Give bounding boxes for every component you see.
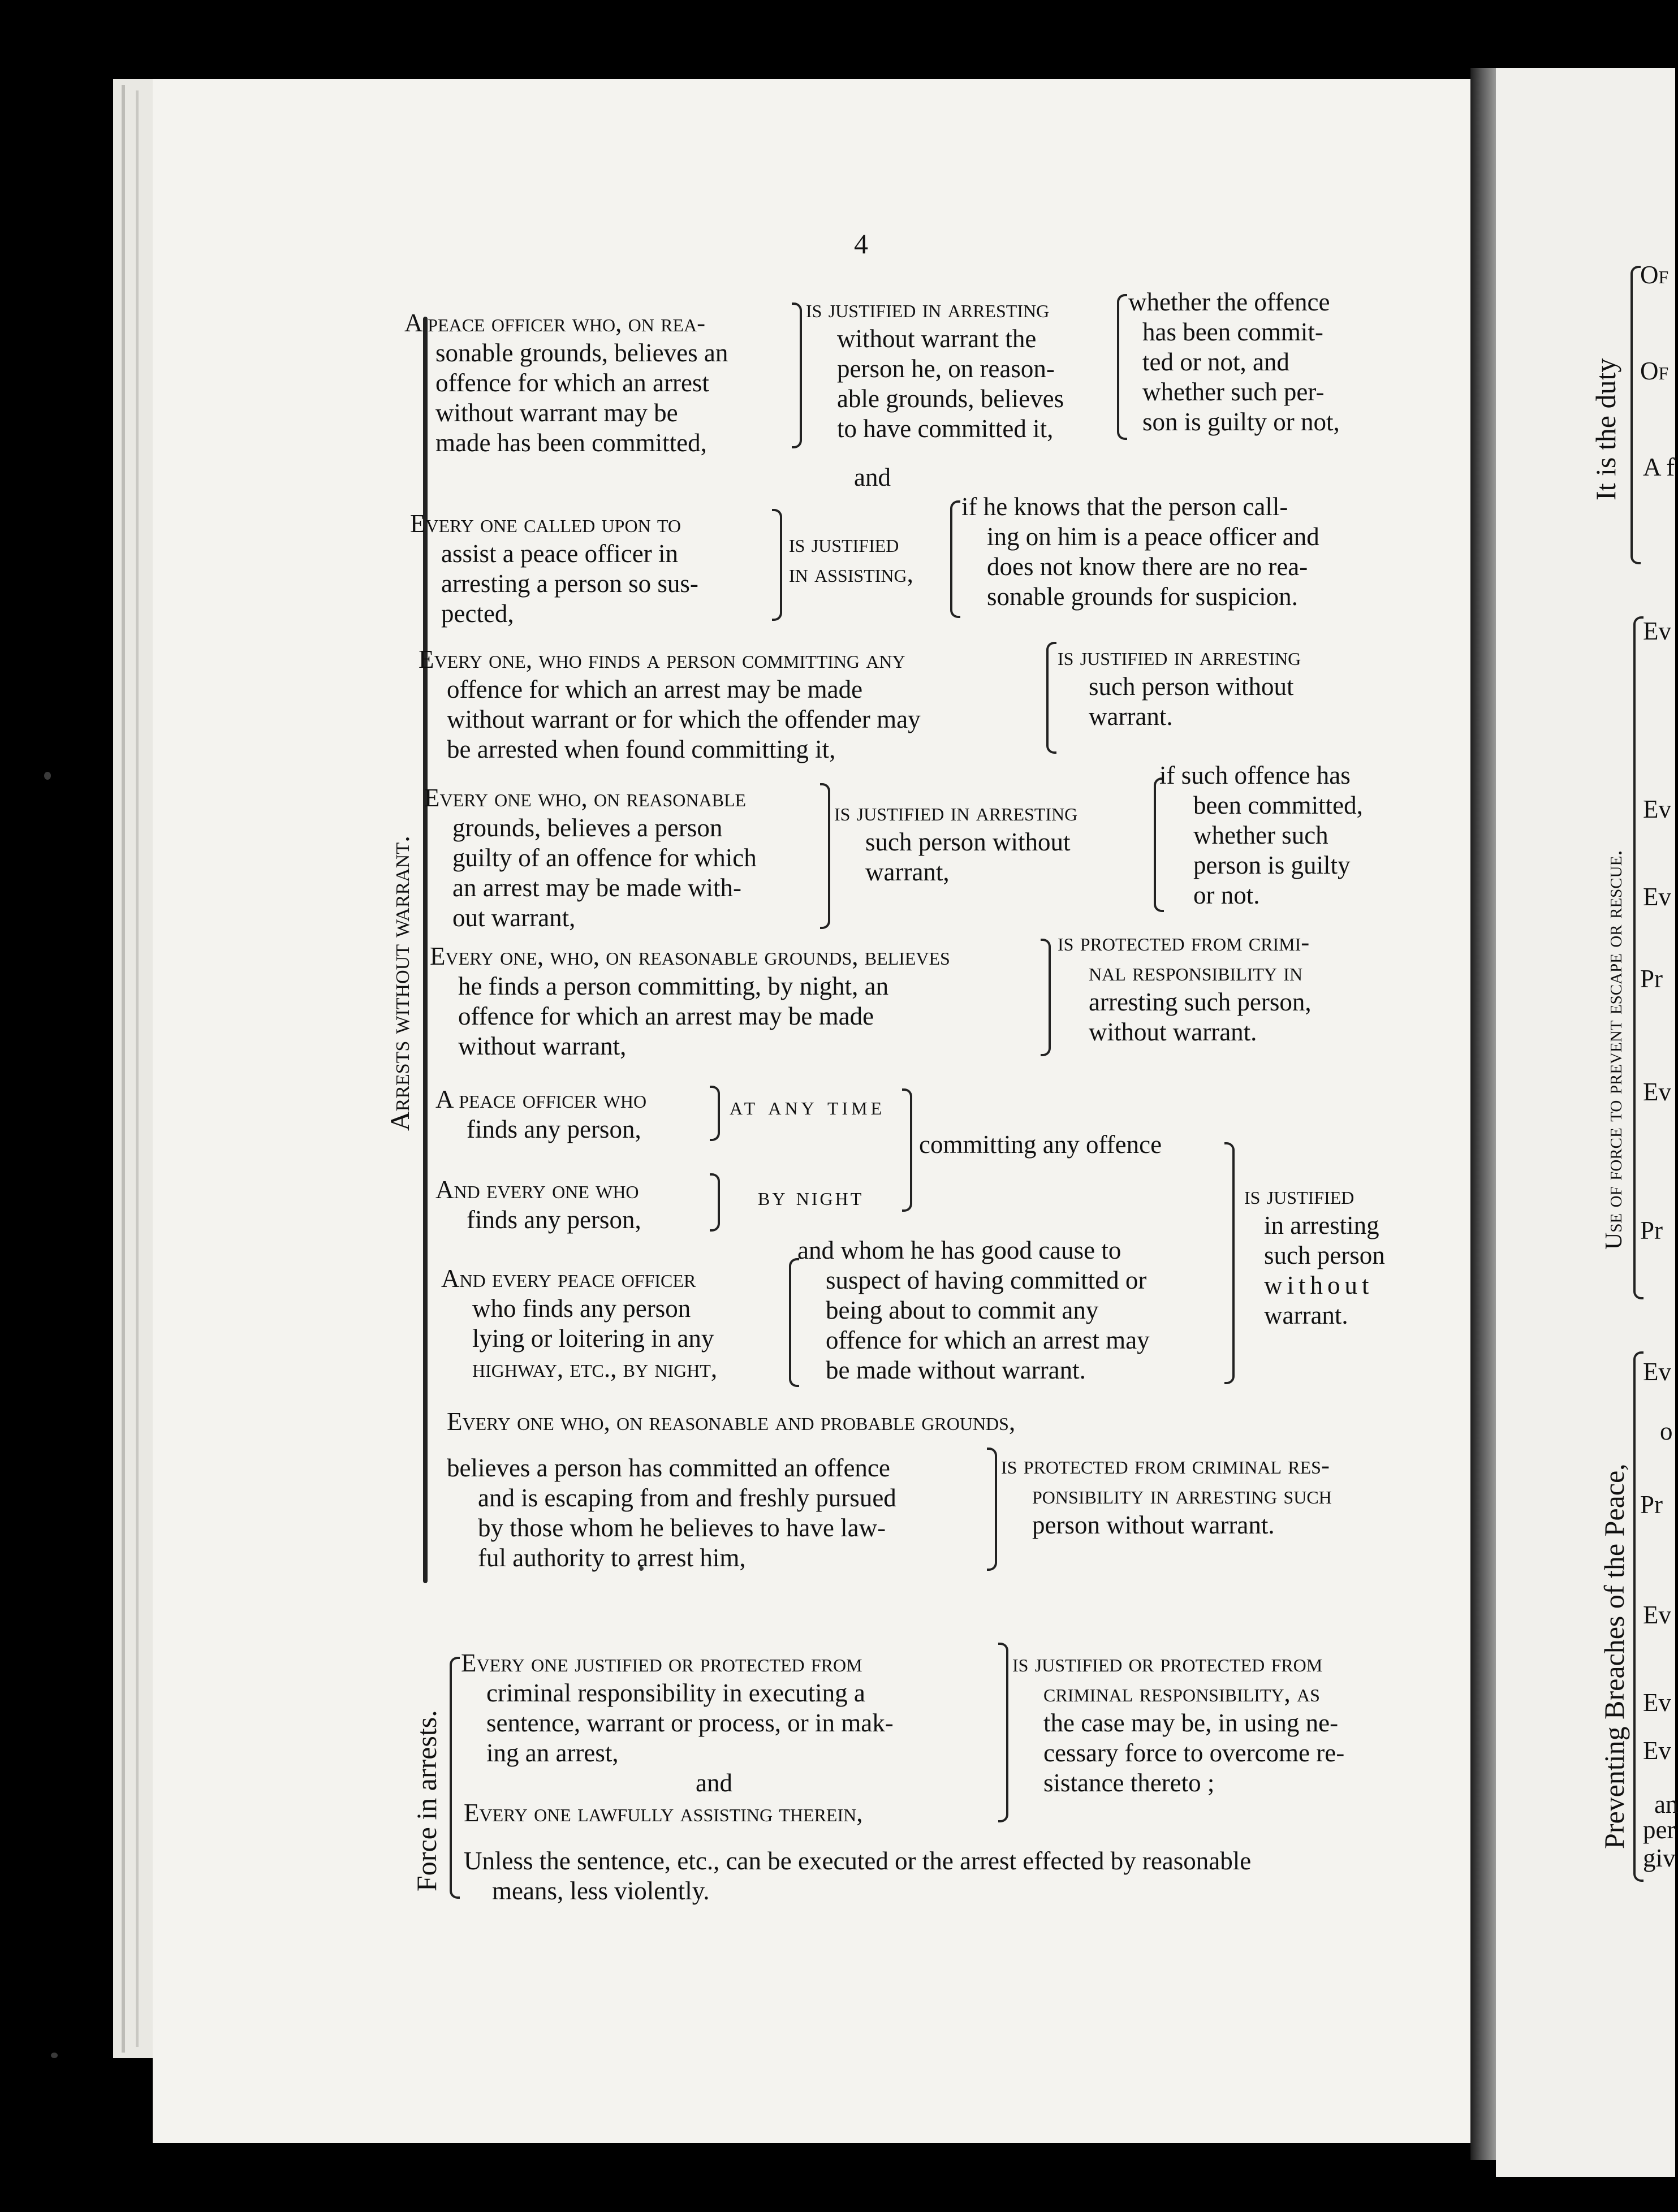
- force-subject1-line: Every one justified or protected from: [461, 1649, 862, 1677]
- right-fragment: Ev: [1643, 795, 1671, 823]
- right-fragment: an: [1654, 1790, 1678, 1818]
- e7-subject-line: believes a person has committed an offence: [447, 1454, 890, 1482]
- right-fragment: Of: [1640, 261, 1669, 289]
- e1-subject-line: A peace officer who, on rea-: [404, 309, 706, 337]
- heading-arrests-without-warrant: Arrests without warrant.: [385, 835, 415, 1131]
- e2-action-line: is justified: [789, 529, 899, 558]
- brace: [1630, 266, 1641, 564]
- e5-subject-line: he finds a person committing, by night, an: [458, 972, 889, 1000]
- e1-action-line: is justified in arresting: [806, 295, 1050, 323]
- force-subject1-line: ing an arrest,: [486, 1739, 619, 1767]
- brace: [998, 1643, 1008, 1822]
- right-fragment: Ev: [1643, 883, 1671, 911]
- brace: [902, 1088, 912, 1212]
- force-action-line: criminal responsibility, as: [1043, 1679, 1320, 1707]
- e2-condition-line: if he knows that the person call-: [961, 492, 1288, 521]
- e2-action-line: in assisting,: [789, 559, 913, 587]
- e4-condition-line: if such offence has: [1159, 761, 1351, 789]
- e5-subject-line: without warrant,: [458, 1032, 627, 1060]
- e6-s2-line: finds any person,: [467, 1206, 641, 1234]
- e4-subject-line: Every one who, on reasonable: [424, 784, 747, 812]
- e6-s3-line: lying or loitering in any: [472, 1324, 714, 1353]
- e5-action-line: arresting such person,: [1089, 988, 1312, 1016]
- e3-action-line: such person without: [1089, 672, 1294, 701]
- e1-condition-line: whether the offence: [1128, 288, 1330, 316]
- e7-subject-line: and is escaping from and freshly pursued: [478, 1484, 896, 1512]
- force-and: and: [696, 1769, 732, 1797]
- e4-action-line: warrant,: [865, 858, 950, 886]
- e4-action-line: is justified in arresting: [834, 798, 1078, 826]
- e3-action-line: is justified in arresting: [1058, 642, 1301, 671]
- right-heading-use-of-force: Use of force to prevent escape or rescue.: [1601, 850, 1627, 1250]
- brace: [792, 303, 802, 448]
- e4-condition-line: been committed,: [1193, 791, 1363, 819]
- heading-brace: [450, 1657, 460, 1899]
- e5-subject-line: Every one, who, on reasonable grounds, believes: [430, 942, 950, 970]
- brace: [1224, 1142, 1235, 1384]
- e6-action-line: such person: [1264, 1241, 1385, 1269]
- brace: [987, 1448, 997, 1571]
- e2-subject-line: pected,: [441, 599, 514, 628]
- right-fragment: Pr: [1640, 1490, 1663, 1519]
- e1-subject-line: without warrant may be: [435, 399, 678, 427]
- right-fragment: A f: [1643, 453, 1675, 481]
- e7-subject-line: ful authority to arrest him,: [478, 1544, 746, 1572]
- e5-action-line: without warrant.: [1089, 1018, 1257, 1046]
- e6-m3-line: being about to commit any: [826, 1296, 1099, 1324]
- e6-at-any-time: at any time: [730, 1092, 886, 1120]
- e6-s1-line: A peace officer who: [435, 1085, 647, 1113]
- right-fragment: Ev: [1643, 1601, 1671, 1629]
- connector-and: and: [854, 463, 891, 491]
- page-stack-line: [122, 85, 125, 2053]
- right-fragment: Pr: [1640, 1216, 1663, 1245]
- e7-lead: Every one who, on reasonable and probable grounds,: [447, 1407, 1016, 1436]
- brace: [820, 783, 830, 929]
- e6-m3-line: offence for which an arrest may: [826, 1326, 1150, 1354]
- e6-m3-line: be made without warrant.: [826, 1356, 1086, 1384]
- e6-s3-line: And every peace officer: [441, 1264, 696, 1293]
- e5-subject-line: offence for which an arrest may be made: [458, 1002, 874, 1030]
- e1-subject-line: offence for which an arrest: [435, 369, 709, 397]
- e3-action-line: warrant.: [1089, 702, 1173, 731]
- book-gutter: [1470, 68, 1496, 2160]
- brace: [710, 1086, 720, 1141]
- page-stack-line: [136, 90, 139, 2047]
- e4-subject-line: an arrest may be made with-: [452, 874, 742, 902]
- brace: [789, 1258, 799, 1387]
- e1-action-line: able grounds, believes: [837, 384, 1064, 413]
- e6-action-line: in arresting: [1264, 1211, 1379, 1239]
- brace: [710, 1173, 720, 1232]
- right-fragment: Ev: [1643, 1078, 1671, 1106]
- e6-action-line: without: [1264, 1271, 1374, 1299]
- brace: [1154, 777, 1164, 912]
- force-action-line: is justified or protected from: [1012, 1649, 1323, 1677]
- right-fragment: Ev: [1643, 1736, 1671, 1765]
- force-subject2: Every one lawfully assisting therein,: [464, 1799, 863, 1827]
- e1-action-line: person he, on reason-: [837, 355, 1055, 383]
- e1-subject-line: sonable grounds, believes an: [435, 339, 728, 367]
- e5-action-line: nal responsibility in: [1089, 958, 1303, 986]
- brace: [772, 509, 782, 621]
- e4-condition-line: person is guilty: [1193, 851, 1351, 879]
- e4-action-line: such person without: [865, 828, 1071, 856]
- brace: [1633, 1351, 1644, 1882]
- force-subject1-line: sentence, warrant or process, or in mak-: [486, 1709, 894, 1737]
- e6-action-line: is justified: [1244, 1181, 1355, 1209]
- e7-action-line: person without warrant.: [1032, 1511, 1275, 1539]
- right-fragment: giv: [1643, 1844, 1676, 1872]
- e1-condition-line: son is guilty or not,: [1142, 408, 1340, 436]
- e6-m3-line: and whom he has good cause to: [797, 1236, 1121, 1264]
- e5-action-line: is protected from crimi-: [1058, 928, 1310, 956]
- force-unless-line: means, less violently.: [492, 1877, 710, 1905]
- e6-by-night: by night: [758, 1182, 864, 1211]
- right-fragment: Ev: [1643, 617, 1671, 645]
- e4-subject-line: guilty of an offence for which: [452, 844, 757, 872]
- page-number: 4: [854, 228, 868, 260]
- film-speck: [44, 772, 51, 780]
- force-unless-line: Unless the sentence, etc., can be executed or the arrest effected by reasonable: [464, 1847, 1252, 1875]
- right-fragment: o: [1660, 1417, 1673, 1445]
- e6-s2-line: And every one who: [435, 1176, 639, 1204]
- e4-subject-line: grounds, believes a person: [452, 814, 723, 842]
- e2-condition-line: sonable grounds for suspicion.: [987, 582, 1298, 611]
- e3-subject-line: offence for which an arrest may be made: [447, 675, 863, 703]
- e1-action-line: without warrant the: [837, 325, 1037, 353]
- e7-action-line: is protected from criminal res-: [1001, 1451, 1330, 1479]
- brace: [1046, 642, 1056, 754]
- force-action-line: cessary force to overcome re-: [1043, 1739, 1345, 1767]
- e6-s3-line: highway, etc., by night,: [472, 1354, 718, 1382]
- heading-force-in-arrests: Force in arrests.: [411, 1710, 442, 1891]
- e4-condition-line: whether such: [1193, 821, 1328, 849]
- heading-bracket: [423, 317, 428, 1583]
- e2-condition-line: does not know there are no rea-: [987, 552, 1308, 581]
- e4-condition-line: or not.: [1193, 881, 1260, 909]
- brace: [1633, 616, 1644, 1299]
- e2-subject-line: arresting a person so sus-: [441, 569, 698, 598]
- e1-condition-line: whether such per-: [1142, 378, 1325, 406]
- e6-s3-line: who finds any person: [472, 1294, 691, 1323]
- e6-s1-line: finds any person,: [467, 1115, 641, 1143]
- force-action-line: sistance thereto ;: [1043, 1769, 1215, 1797]
- e6-m3-line: suspect of having committed or: [826, 1266, 1147, 1294]
- e1-subject-line: made has been committed,: [435, 429, 707, 457]
- right-heading-duty: It is the duty: [1590, 358, 1621, 500]
- right-fragment: per: [1643, 1816, 1676, 1844]
- e3-subject-line: Every one, who finds a person committing any: [419, 645, 905, 673]
- e1-action-line: to have committed it,: [837, 414, 1054, 443]
- right-heading-breaches: Preventing Breaches of the Peace,: [1598, 1463, 1630, 1849]
- e1-condition-line: has been commit-: [1142, 318, 1323, 346]
- force-action-line: the case may be, in using ne-: [1043, 1709, 1339, 1737]
- brace: [1117, 294, 1127, 440]
- right-fragment: Of: [1640, 357, 1669, 385]
- right-fragment: Ev: [1643, 1358, 1671, 1386]
- e3-subject-line: without warrant or for which the offender may: [447, 705, 921, 733]
- force-subject1-line: criminal responsibility in executing a: [486, 1679, 865, 1707]
- e6-committing-any-offence: committing any offence: [919, 1130, 1162, 1159]
- e1-condition-line: ted or not, and: [1142, 348, 1289, 376]
- e3-subject-line: be arrested when found committing it,: [447, 735, 836, 763]
- e2-condition-line: ing on him is a peace officer and: [987, 522, 1319, 551]
- brace: [950, 500, 960, 618]
- e7-subject-line: by those whom he believes to have law-: [478, 1514, 886, 1542]
- right-fragment: Ev: [1643, 1688, 1671, 1717]
- e6-action-line: warrant.: [1264, 1301, 1348, 1329]
- e2-subject-line: Every one called upon to: [410, 509, 681, 538]
- e2-subject-line: assist a peace officer in: [441, 539, 678, 568]
- e7-action-line: ponsibility in arresting such: [1032, 1481, 1332, 1509]
- right-fragment: Pr: [1640, 965, 1663, 993]
- brace: [1041, 939, 1051, 1056]
- e4-subject-line: out warrant,: [452, 904, 576, 932]
- film-speck: [51, 2053, 58, 2058]
